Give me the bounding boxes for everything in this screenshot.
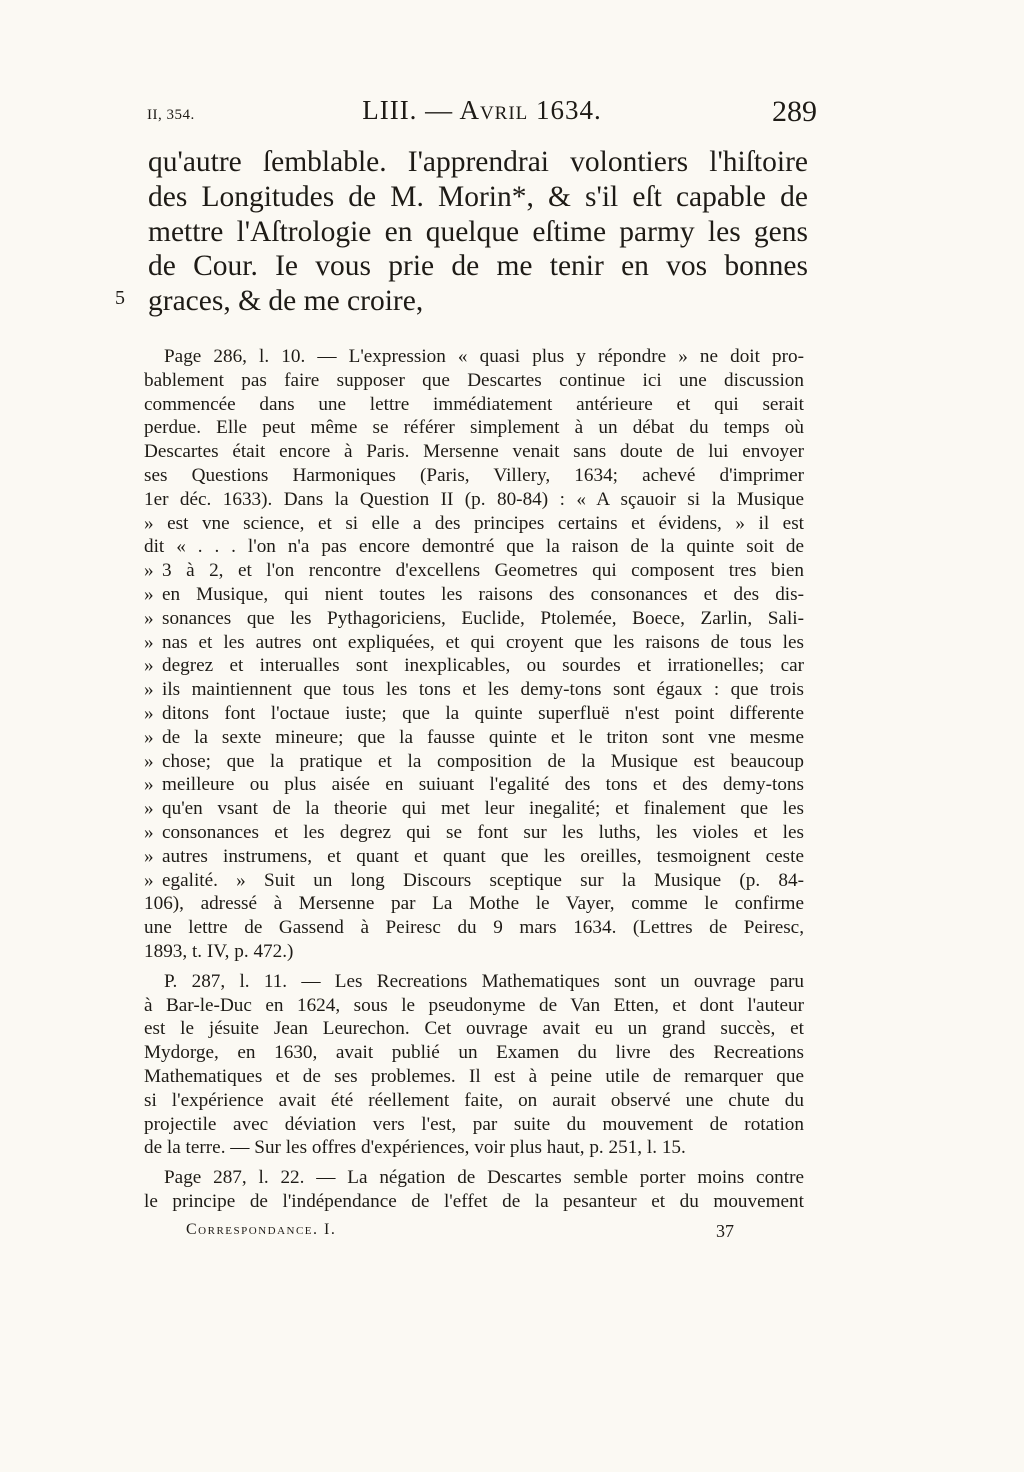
note-text: en Musique, qui nient toutes les raisons des consonances et des dis- bbox=[162, 583, 804, 605]
note-line bbox=[144, 559, 804, 583]
note-line bbox=[144, 1190, 804, 1214]
note-text: 3 à 2, et l'on rencontre d'excellens Geometres qui composent tres bien bbox=[162, 560, 804, 582]
signature-mark: 37 bbox=[716, 1221, 734, 1241]
note-text: P. 287, l. 11. — Les Recreations Mathematiques sont un ouvrage paru bbox=[164, 970, 804, 992]
note-line bbox=[144, 994, 804, 1018]
note-line bbox=[144, 1166, 804, 1190]
note-line bbox=[144, 845, 804, 869]
quote-marker: » bbox=[144, 560, 154, 582]
note-page-286 bbox=[144, 345, 804, 964]
quote-marker: » bbox=[144, 607, 154, 629]
letter-heading: LIII. — Avril 1634. bbox=[362, 95, 602, 125]
note-text: egalité. » Suit un long Discours sceptique sur la Musique (p. 84- bbox=[162, 869, 804, 891]
note-text: de la terre. — Sur les offres d'expériences, voir plus haut, p. 251, l. 15. bbox=[144, 1137, 686, 1159]
note-text: dit « . . . l'on n'a pas encore demontré que la raison de la quinte soit de bbox=[144, 536, 804, 558]
volume-reference: II, 354. bbox=[147, 107, 195, 123]
note-line bbox=[144, 678, 804, 702]
note-text: sonances que les Pythagoriciens, Euclide, Ptolemée, Boece, Zarlin, Sali- bbox=[162, 607, 804, 629]
note-line bbox=[144, 821, 804, 845]
note-text: Descartes était encore à Paris. Mersenne venait sans doute de lui envoyer bbox=[144, 441, 804, 463]
note-line bbox=[144, 393, 804, 417]
note-line bbox=[144, 797, 804, 821]
note-text: autres instrumens, et quant et quant que les oreilles, tesmoignent ceste bbox=[162, 845, 804, 867]
letter-line: des Longitudes de M. Morin*, & s'il eſt capable de bbox=[148, 180, 808, 213]
note-text: Mathematiques et de ses problemes. Il est à peine utile de remarquer que bbox=[144, 1065, 804, 1087]
line-number-marker: 5 bbox=[115, 287, 125, 309]
note-line bbox=[144, 512, 804, 536]
page-number: 289 bbox=[772, 95, 817, 128]
note-text: une lettre de Gassend à Peiresc du 9 mars 1634. (Lettres de Peiresc, bbox=[144, 917, 804, 939]
note-text: qu'en vsant de la theorie qui met leur inegalité; et finalement que les bbox=[162, 798, 804, 820]
note-line bbox=[144, 940, 804, 964]
note-text: » est vne science, et si elle a des principes certains et évidens, » il est bbox=[144, 512, 804, 534]
note-line bbox=[144, 1065, 804, 1089]
note-text: 106), adressé à Mersenne par La Mothe le Vayer, comme le confirme bbox=[144, 893, 804, 915]
quote-marker: » bbox=[144, 750, 154, 772]
quote-marker: » bbox=[144, 798, 154, 820]
note-text: de la sexte mineure; que la fausse quinte et le triton sont vne mesme bbox=[162, 726, 804, 748]
quote-marker: » bbox=[144, 726, 154, 748]
letter-line: mettre l'Aſtrologie en quelque eſtime parmy les gens bbox=[148, 215, 808, 248]
note-line bbox=[144, 416, 804, 440]
quote-marker: » bbox=[144, 869, 154, 891]
note-text: consonances et les degrez qui se font sur les luths, les violes et les bbox=[162, 821, 804, 843]
note-page-287-l11 bbox=[144, 970, 804, 1160]
note-line bbox=[144, 369, 804, 393]
note-text: si l'expérience avait été réellement faite, on aurait observé une chute du bbox=[144, 1089, 804, 1111]
note-line bbox=[144, 464, 804, 488]
note-text: commencée dans une lettre immédiatement antérieure et qui serait bbox=[144, 393, 804, 415]
note-line bbox=[144, 773, 804, 797]
note-text: degrez et interualles sont inexplicables, ou sourdes et irrationelles; car bbox=[162, 655, 804, 677]
note-text: projectile avec déviation vers l'est, par suite du mouvement de rotation bbox=[144, 1113, 804, 1135]
note-line bbox=[144, 1113, 804, 1137]
note-text: 1893, t. IV, p. 472.) bbox=[144, 940, 294, 962]
note-text: ses Questions Harmoniques (Paris, Villery, 1634; achevé d'imprimer bbox=[144, 464, 804, 486]
note-text: le principe de l'indépendance de l'effet de la pesanteur et du mouvement bbox=[144, 1190, 804, 1212]
note-line bbox=[144, 488, 804, 512]
letter-line: graces, & de me croire, bbox=[148, 285, 424, 318]
quote-marker: » bbox=[144, 702, 154, 724]
note-line bbox=[144, 916, 804, 940]
note-line bbox=[144, 1017, 804, 1041]
note-line bbox=[144, 1041, 804, 1065]
note-line bbox=[144, 631, 804, 655]
note-text: nas et les autres ont expliquées, et qui croyent que les raisons de tous les bbox=[162, 631, 804, 653]
note-line bbox=[144, 702, 804, 726]
quote-marker: » bbox=[144, 821, 154, 843]
note-line bbox=[144, 750, 804, 774]
note-line bbox=[144, 535, 804, 559]
note-text: perdue. Elle peut même se référer simplement à un débat du temps où bbox=[144, 417, 804, 439]
quote-marker: » bbox=[144, 679, 154, 701]
note-text: Mydorge, en 1630, avait publié un Examen du livre des Recreations bbox=[144, 1042, 804, 1064]
quote-marker: » bbox=[144, 631, 154, 653]
note-line bbox=[144, 345, 804, 369]
note-line bbox=[144, 970, 804, 994]
note-text: ils maintiennent que tous les tons et les demy-tons sont égaux : que trois bbox=[162, 679, 804, 701]
note-text: bablement pas faire supposer que Descartes continue ici une discussion bbox=[144, 369, 804, 391]
note-text: est le jésuite Jean Leurechon. Cet ouvrage avait eu un grand succès, et bbox=[144, 1018, 804, 1040]
note-page-287-l22 bbox=[144, 1166, 804, 1214]
note-line bbox=[144, 726, 804, 750]
note-text: 1er déc. 1633). Dans la Question II (p. 80-84) : « A sçauoir si la Musique bbox=[144, 488, 804, 510]
note-line bbox=[144, 1089, 804, 1113]
quote-marker: » bbox=[144, 845, 154, 867]
letter-text bbox=[148, 145, 808, 319]
note-line bbox=[144, 1136, 804, 1160]
note-line bbox=[144, 583, 804, 607]
note-text: Page 287, l. 22. — La négation de Descartes semble porter moins contre bbox=[164, 1167, 804, 1189]
note-text: Page 286, l. 10. — L'expression « quasi plus y répondre » ne doit pro- bbox=[164, 346, 804, 367]
editorial-notes bbox=[144, 345, 804, 1214]
note-line bbox=[144, 869, 804, 893]
note-line bbox=[144, 654, 804, 678]
quote-marker: » bbox=[144, 655, 154, 677]
note-text: ditons font l'octaue iuste; que la quinte superfluë n'est point differente bbox=[162, 702, 804, 724]
note-line bbox=[144, 892, 804, 916]
running-head bbox=[147, 95, 817, 135]
note-text: à Bar-le-Duc en 1624, sous le pseudonyme de Van Etten, et dont l'auteur bbox=[144, 994, 804, 1016]
quote-marker: » bbox=[144, 583, 154, 605]
note-text: chose; que la pratique et la composition de la Musique est beaucoup bbox=[162, 750, 804, 772]
letter-line: de Cour. Ie vous prie de me tenir en vos bonnes bbox=[148, 250, 808, 283]
note-text: meilleure ou plus aisée en suiuant l'egalité des tons et des demy-tons bbox=[162, 774, 804, 796]
footer-title: Correspondance. I. bbox=[186, 1221, 337, 1238]
letter-line: qu'autre ſemblable. I'apprendrai volontiers l'hiſtoire bbox=[148, 146, 808, 178]
note-line bbox=[144, 440, 804, 464]
quote-marker: » bbox=[144, 774, 154, 796]
note-line bbox=[144, 607, 804, 631]
